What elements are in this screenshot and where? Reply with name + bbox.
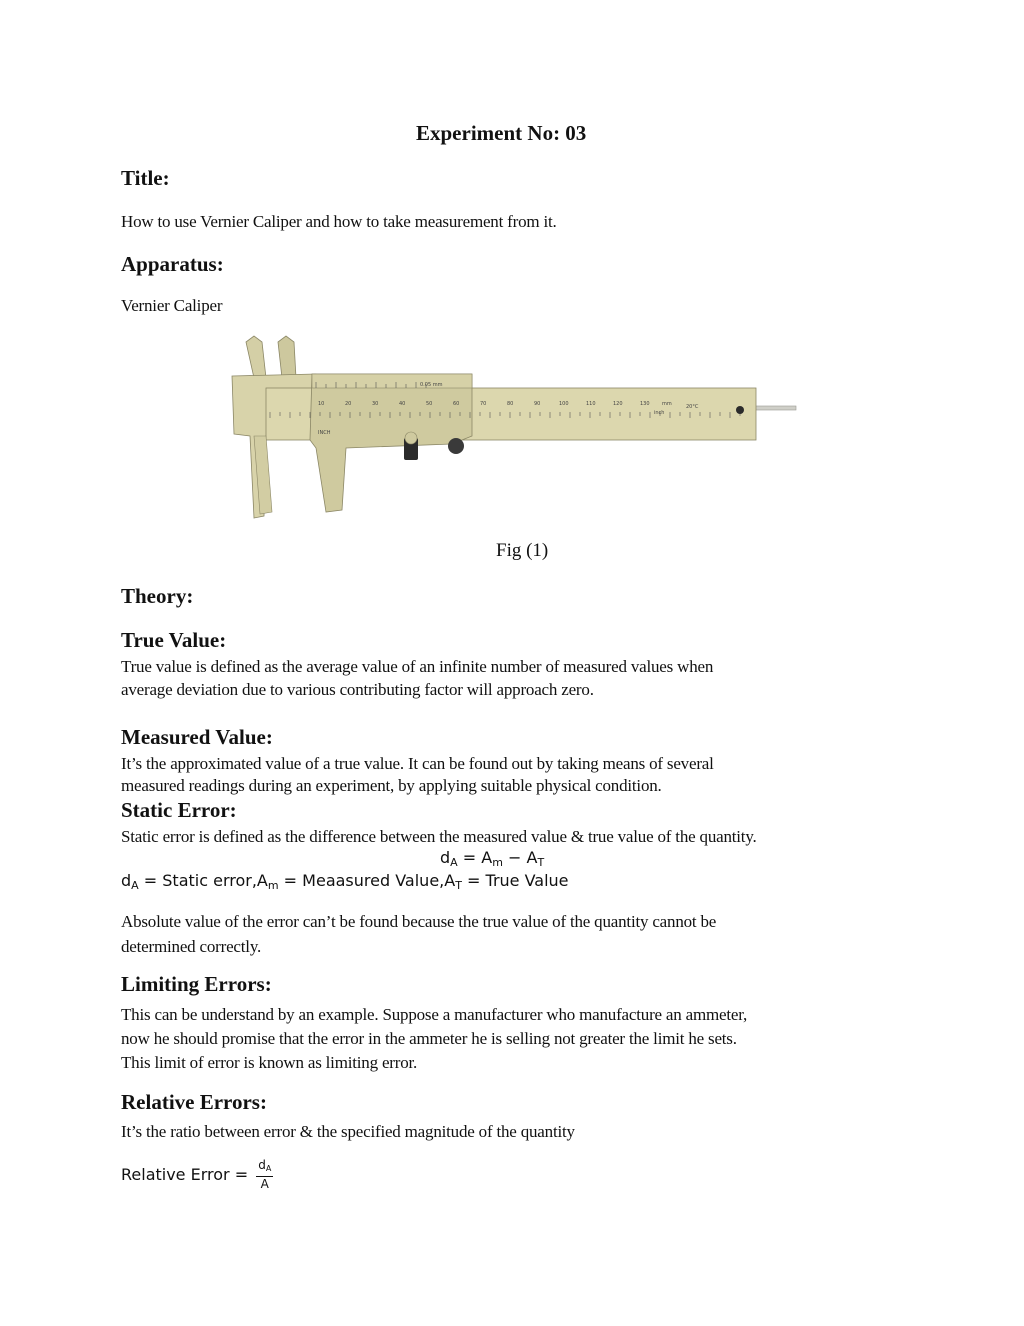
relative-errors-heading: Relative Errors: bbox=[121, 1090, 267, 1114]
static-error-text: Static error is defined as the difference between the measured value & true value of the quantity. bbox=[121, 827, 757, 846]
scale-small-text: 0.05 mm bbox=[420, 382, 443, 388]
scale-number: 40 bbox=[399, 401, 406, 407]
title-heading: Title: bbox=[121, 166, 170, 190]
scale-temp-label: 20°C bbox=[686, 404, 699, 410]
scale-number: 70 bbox=[480, 401, 487, 407]
scale-number: 90 bbox=[534, 401, 541, 407]
experiment-heading: Experiment No: 03 bbox=[416, 121, 587, 145]
scale-inch-label: inch bbox=[654, 410, 665, 416]
scale-number: 100 bbox=[559, 401, 569, 407]
scale-number: 10 bbox=[318, 401, 325, 407]
limiting-errors-heading: Limiting Errors: bbox=[121, 972, 272, 996]
apparatus-heading: Apparatus: bbox=[121, 252, 224, 276]
vernier-caliper-image bbox=[226, 330, 801, 520]
scale-number: 20 bbox=[345, 401, 352, 407]
scale-number: 30 bbox=[372, 401, 379, 407]
true-value-line: True value is defined as the average value of an infinite number of measured values when bbox=[121, 657, 714, 676]
limiting-errors-line: This limit of error is known as limiting error. bbox=[121, 1053, 418, 1072]
static-error-equation: $d_A = A_m - A_T$ bbox=[440, 848, 545, 869]
scale-inch-left: INCH bbox=[318, 430, 331, 436]
apparatus-text: Vernier Caliper bbox=[121, 296, 223, 315]
static-error-note-line: Absolute value of the error can’t be found because the true value of the quantity cannot be bbox=[121, 912, 717, 931]
static-error-note-line: determined correctly. bbox=[121, 937, 262, 956]
scale-number: 60 bbox=[453, 401, 460, 407]
relative-errors-text: It’s the ratio between error & the specified magnitude of the quantity bbox=[121, 1122, 575, 1141]
limiting-errors-line: now he should promise that the error in the ammeter he is selling not greater the limit he sets. bbox=[121, 1029, 737, 1048]
title-text: How to use Vernier Caliper and how to take measurement from it. bbox=[121, 212, 557, 231]
limiting-errors-line: This can be understand by an example. Suppose a manufacturer who manufacture an ammeter, bbox=[121, 1005, 748, 1024]
scale-number: 120 bbox=[613, 401, 623, 407]
true-value-heading: True Value: bbox=[121, 628, 227, 652]
static-error-definitions: $d_A$ = Static $error,A_m$ = Meaasured $Value,A_T$ = True Value bbox=[121, 871, 569, 892]
theory-heading: Theory: bbox=[121, 584, 194, 608]
relative-error-fraction: $\frac{d_A}{A}$ bbox=[258, 1158, 272, 1191]
scale-number: 130 bbox=[640, 401, 650, 407]
scale-number: 50 bbox=[426, 401, 433, 407]
measured-value-heading: Measured Value: bbox=[121, 725, 273, 749]
true-value-line: average deviation due to various contributing factor will approach zero. bbox=[121, 680, 594, 699]
scale-number: mm bbox=[662, 401, 672, 407]
static-error-heading: Static Error: bbox=[121, 798, 237, 822]
figure-caption: Fig (1) bbox=[496, 540, 549, 561]
measured-value-line: measured readings during an experiment, by applying suitable physical condition. bbox=[121, 776, 662, 795]
scale-number: 80 bbox=[507, 401, 514, 407]
scale-number: 110 bbox=[586, 401, 596, 407]
measured-value-line: It’s the approximated value of a true value. It can be found out by taking means of several bbox=[121, 754, 714, 773]
relative-error-formula: Relative Error = $\frac{d_A}{A}$ bbox=[121, 1158, 272, 1191]
